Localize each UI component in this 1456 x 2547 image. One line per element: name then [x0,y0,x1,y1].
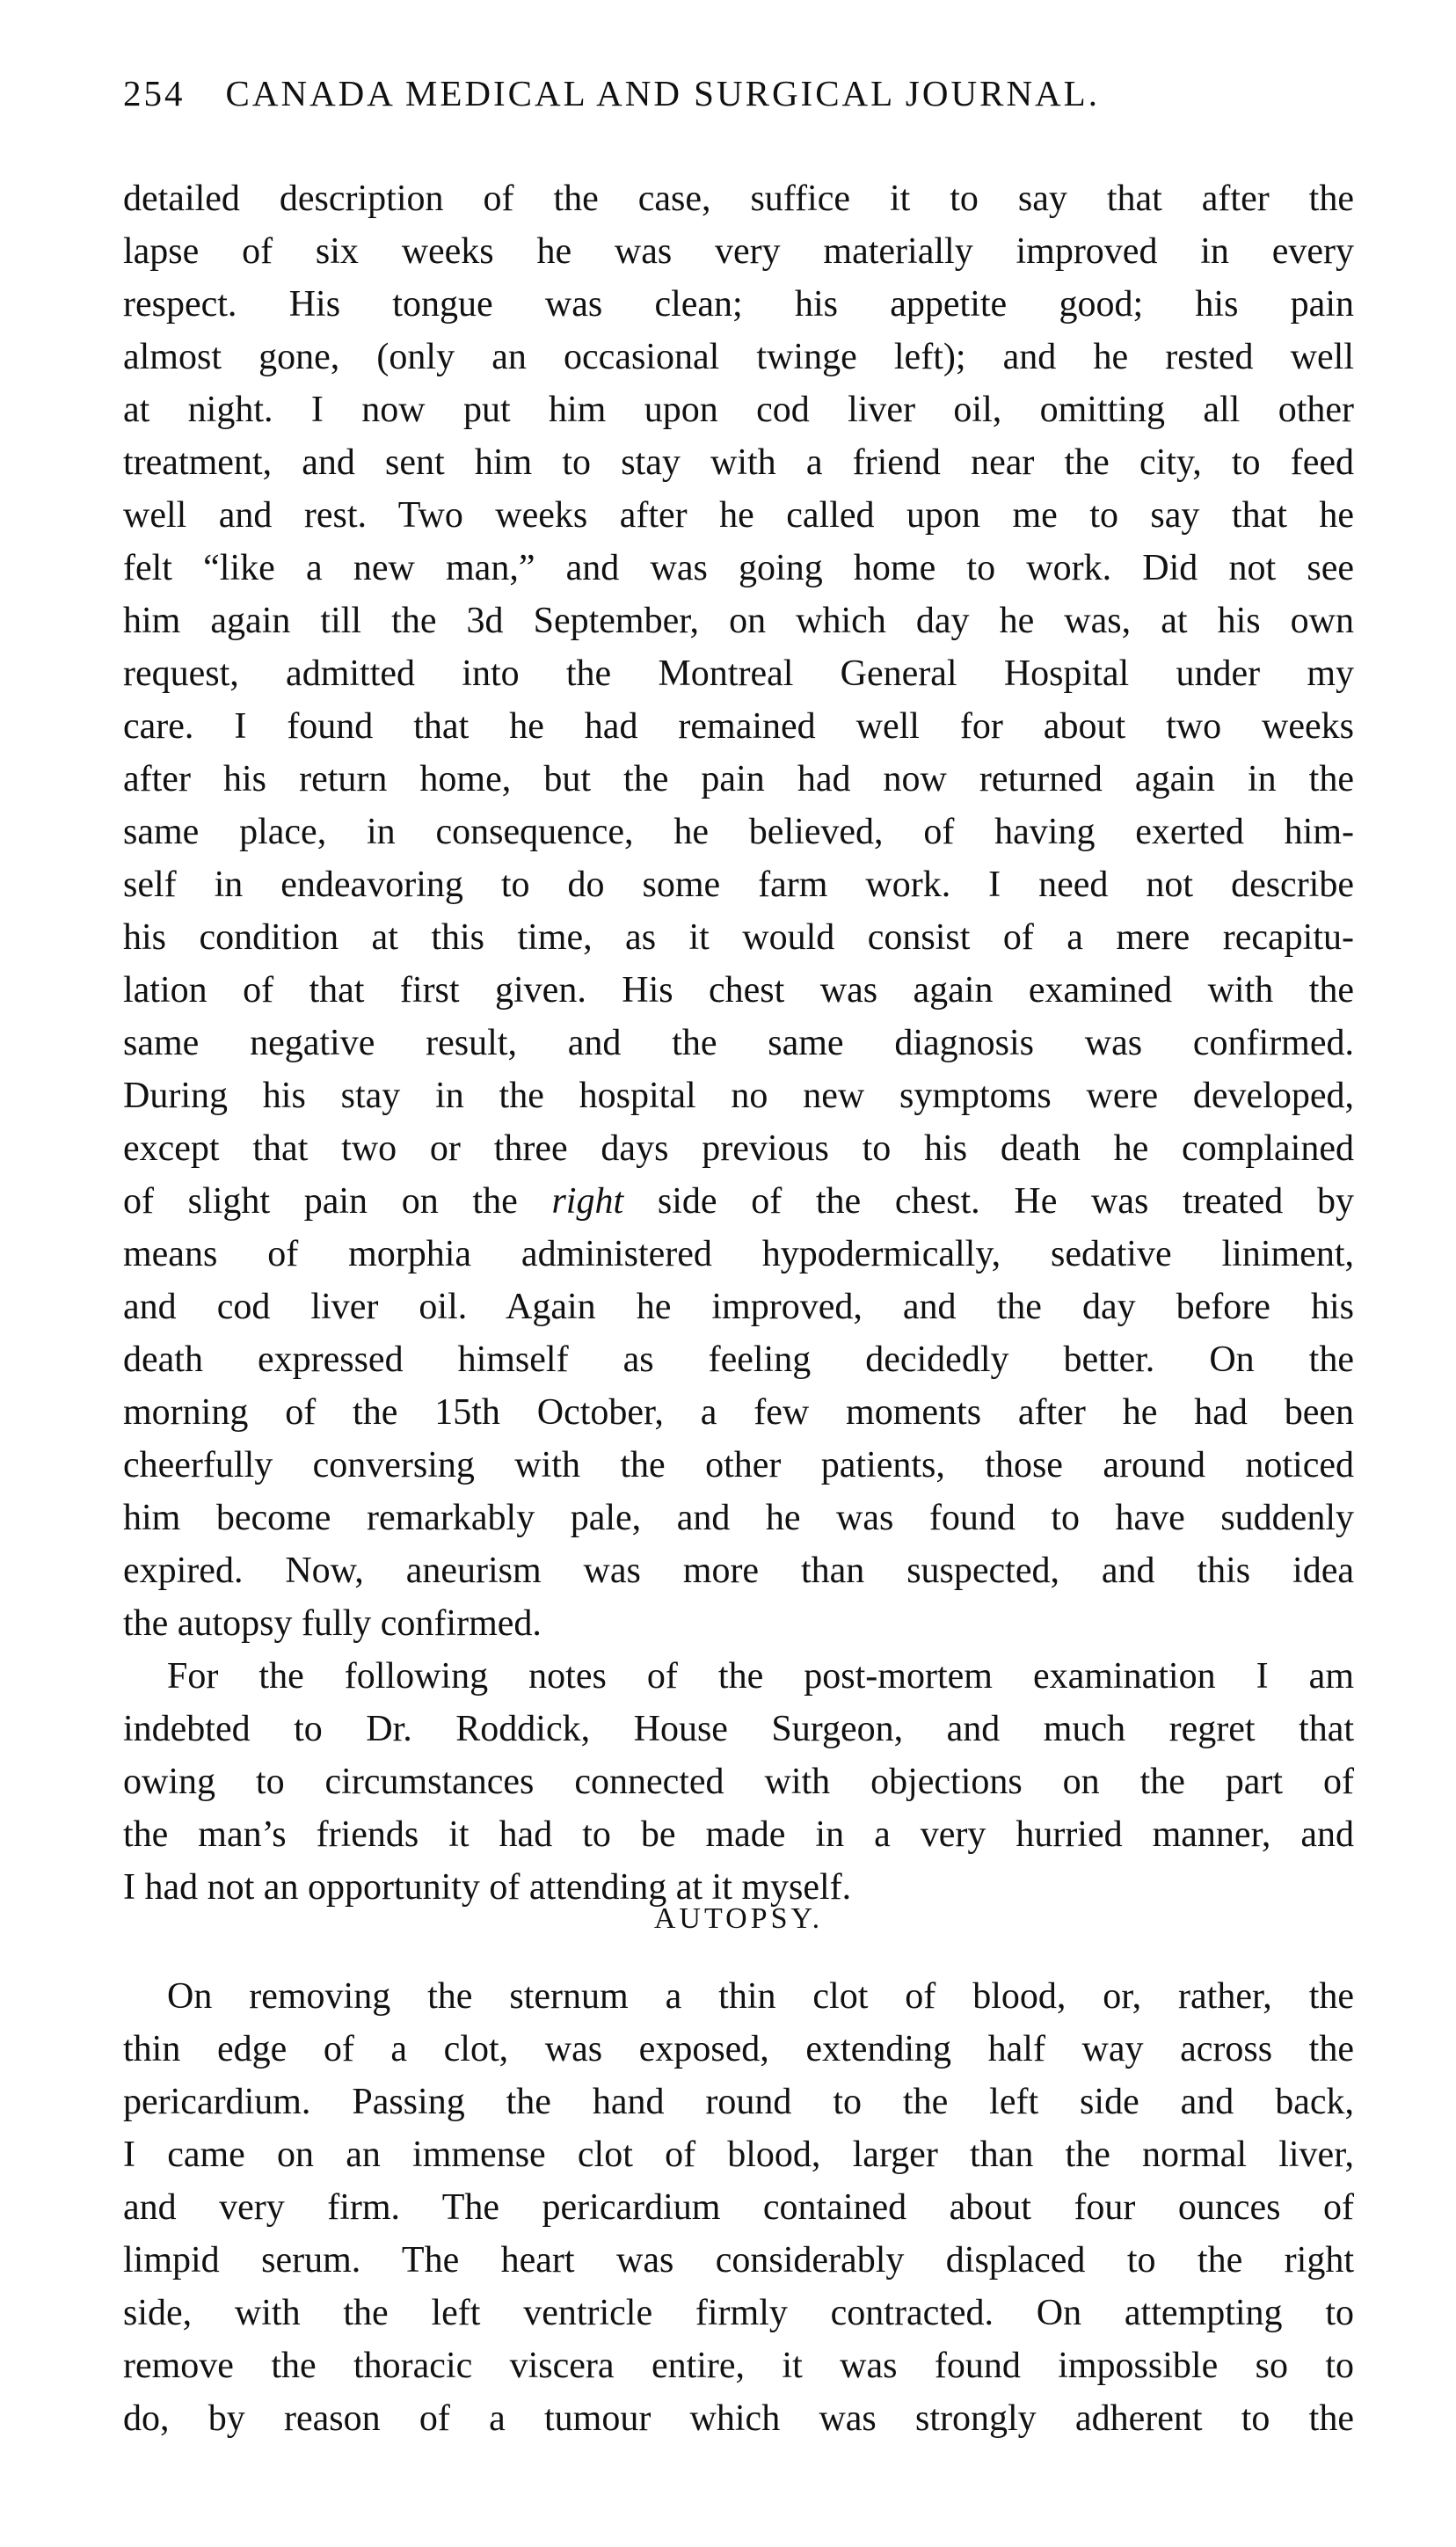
text-line: do, by reason of a tumour which was strongly adherent to the [123,2398,1354,2439]
text-line: almost gone, (only an occasional twinge left); and he rested well [123,337,1354,377]
text-line: thin edge of a clot, was exposed, extending half way across the [123,2029,1354,2069]
text-line: same place, in consequence, he believed, of having exerted him- [123,812,1354,852]
running-head [123,72,1372,125]
text-line: cheerfully conversing with the other patients, those around noticed [123,1445,1354,1485]
text-line: the autopsy fully confirmed. [123,1603,542,1644]
text-line: same negative result, and the same diagnosis was confirmed. [123,1023,1354,1063]
text-line: During his stay in the hospital no new symptoms were developed, [123,1076,1354,1116]
text-line: means of morphia administered hypodermically, sedative liniment, [123,1234,1354,1274]
text-line: On removing the sternum a thin clot of blood, or, rather, the [167,1976,1354,2017]
text-line: limpid serum. The heart was considerably displaced to the right [123,2240,1354,2281]
text-line-with-italic [123,1175,1354,1228]
text-line: care. I found that he had remained well for about two weeks [123,706,1354,747]
text-line: well and rest. Two weeks after he called upon me to say that he [123,495,1354,536]
text-segment: side of the chest. He was treated by [657,1181,1355,1222]
text-line: expired. Now, aneurism was more than suspected, and this idea [123,1551,1354,1591]
text-line: at night. I now put him upon cod liver oil, omitting all other [123,390,1354,430]
journal-title: CANADA MEDICAL AND SURGICAL JOURNAL. [225,73,1100,113]
text-line: treatment, and sent him to stay with a friend near the city, to feed [123,442,1354,483]
text-line: side, with the left ventricle firmly contracted. On attempting to [123,2293,1354,2333]
text-line: remove the thoracic viscera entire, it was found impossible so to [123,2346,1354,2386]
text-line: morning of the 15th October, a few moments after he had been [123,1392,1354,1433]
text-line: felt “like a new man,” and was going home to work. Did not see [123,548,1354,588]
text-line: detailed description of the case, suffice it to say that after the [123,179,1354,219]
text-line: and cod liver oil. Again he improved, and the day before his [123,1287,1354,1327]
text-line: the man’s friends it had to be made in a very hurried manner, and [123,1814,1354,1855]
text-line: lapse of six weeks he was very materially improved in every [123,231,1354,272]
section-heading: AUTOPSY. [653,1902,824,1935]
page-number: 254 [123,73,186,113]
text-line: lation of that first given. His chest was again examined with the [123,970,1354,1011]
text-line: I came on an immense clot of blood, larger than the normal liver, [123,2135,1354,2175]
text-line: and very firm. The pericardium contained about four ounces of [123,2187,1354,2228]
case-narrative-paragraph [123,172,1354,1914]
text-line: self in endeavoring to do some farm work. I need not describe [123,865,1354,905]
text-line: respect. His tongue was clean; his appetite good; his pain [123,284,1354,325]
text-line: him again till the 3d September, on which day he was, at his own [123,601,1354,641]
autopsy-paragraph [123,1970,1354,2445]
text-segment: of slight pain on the [123,1181,518,1222]
text-line: except that two or three days previous to his death he complained [123,1128,1354,1169]
text-line: request, admitted into the Montreal General Hospital under my [123,653,1354,694]
italic-word: right [551,1181,624,1222]
text-line: indebted to Dr. Roddick, House Surgeon, and much regret that [123,1709,1354,1749]
text-line: him become remarkably pale, and he was found to have suddenly [123,1498,1354,1538]
text-line: his condition at this time, as it would consist of a mere recapitu- [123,917,1354,958]
text-line: death expressed himself as feeling decidedly better. On the [123,1339,1354,1380]
text-line: For the following notes of the post-mortem examination I am [167,1656,1354,1697]
text-line: I had not an opportunity of attending at it myself. [123,1867,852,1908]
text-line: pericardium. Passing the hand round to the left side and back, [123,2082,1354,2122]
text-line: after his return home, but the pain had now returned again in the [123,759,1354,799]
text-line: owing to circumstances connected with objections on the part of [123,1762,1354,1802]
